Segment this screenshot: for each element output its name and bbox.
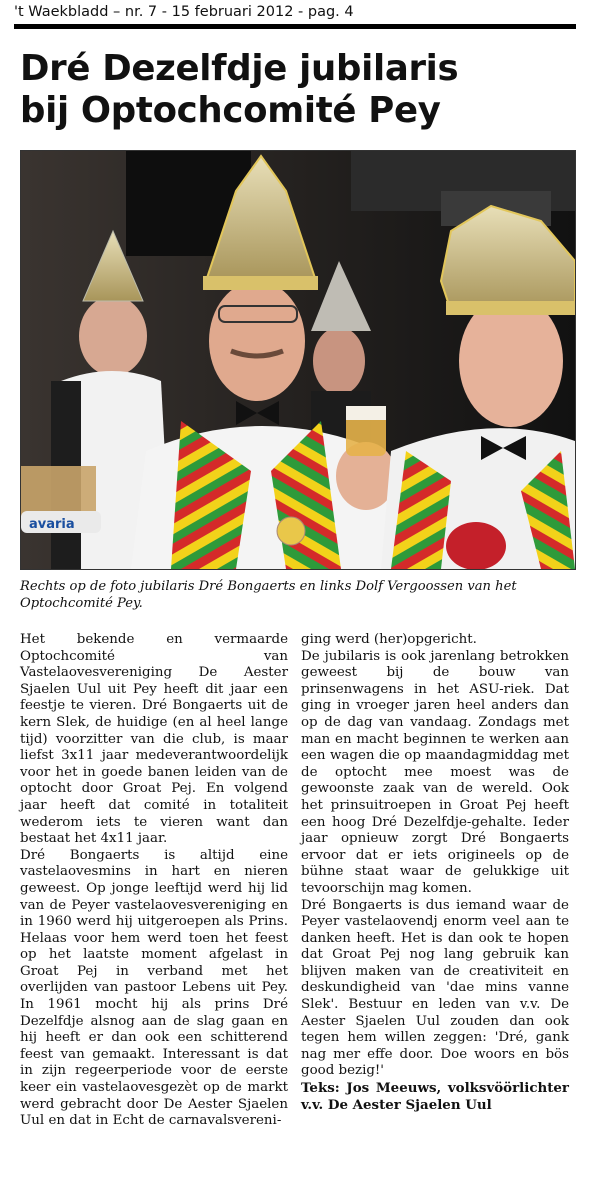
- article-column-left: [20, 632, 288, 1130]
- paragraph: ging werd (her)opgericht.: [301, 632, 477, 647]
- paragraph: De jubilaris is ook jarenlang betrokken geweest bij de bouw van prinsenwagens in het ASU-riek. Dat ging in vroeger jaren heel anders dan op de dag van vandaag. Zondags met man en macht beginnen te werken aan een wagen die op maandagmiddag met de optocht mee moest was de gewoonste zaak van de wereld. Ook het prinsuitroepen in Groat Pej heeft een hoog Dré Dezelfdje-gehalte. Ieder jaar opnieuw zorgt Dré Bongaerts ervoor dat er iets origineels op de bühne staat waar de gelukkige uit tevoorschijn mag komen.: [301, 648, 569, 896]
- headline: [20, 48, 580, 132]
- tray-banner-text: avaria: [29, 517, 75, 532]
- header-rule: [14, 24, 576, 29]
- article-column-right: [301, 632, 569, 1113]
- headline-line-1: Dré Dezelfdje jubilaris: [20, 48, 459, 89]
- paragraph: Het bekende en vermaarde Optochcomité van Vastelaovesvereniging De Aester Sjaelen Uul uit Pey heeft dit jaar een feestje te vieren. Dré Bongaerts uit de kern Slek, de huidige (en al heel lange tijd) voorzitter van die club, is maar liefst 3x11 jaar medeverantwoordelijk voor het in goede banen leiden van de optocht door Groat Pej. En volgend jaar heeft dat comité in totaliteit wederom iets te vieren want dan bestaat het 4x11 jaar.: [20, 632, 288, 847]
- article-photo: [20, 150, 576, 570]
- headline-line-2: bij Optochcomité Pey: [20, 90, 441, 131]
- photo-caption: Rechts op de foto jubilaris Dré Bongaerts en links Dolf Vergoossen van het Optochcomité Pey.: [20, 579, 517, 611]
- running-head: 't Waekbladd – nr. 7 - 15 februari 2012 - pag. 4: [14, 4, 354, 20]
- byline: Teks: Jos Meeuws, volksvöörlichter v.v. De Aester Sjaelen Uul: [301, 1080, 569, 1113]
- paragraph: Dré Bongaerts is dus iemand waar de Peyer vastelaovendj enorm veel aan te danken heeft. Het is dan ook te hopen dat Groat Pej nog lang gebruik kan blijven maken van de creativiteit en deskundigheid van 'dae mins vanne Slek'. Bestuur en leden van v.v. De Aester Sjaelen Uul zouden dan ook tegen hem willen zeggen: 'Dré, gank nag mer effe door. Doe woors en bös good bezig!': [301, 897, 569, 1079]
- paragraph: Dré Bongaerts is altijd eine vastelaovesmins in hart en nieren geweest. Op jonge leeftijd werd hij lid van de Peyer vastelaovesvereniging en in 1960 werd hij uitgeroepen als Prins. Helaas voor hem werd toen het feest op het laatste moment afgelast in Groat Pej in verband met het overlijden van pastoor Lebens uit Pey. In 1961 mocht hij als prins Dré Dezelfdje alsnog aan de slag gaan en hij heeft er dan ook een schitterend feest van gemaakt. Interessant is dat in zijn regeerperiode voor de eerste keer ein vastelaovesgezèt op de markt werd gebracht door De Aester Sjaelen Uul en dat in Echt de carnavalsvereni-: [20, 847, 288, 1129]
